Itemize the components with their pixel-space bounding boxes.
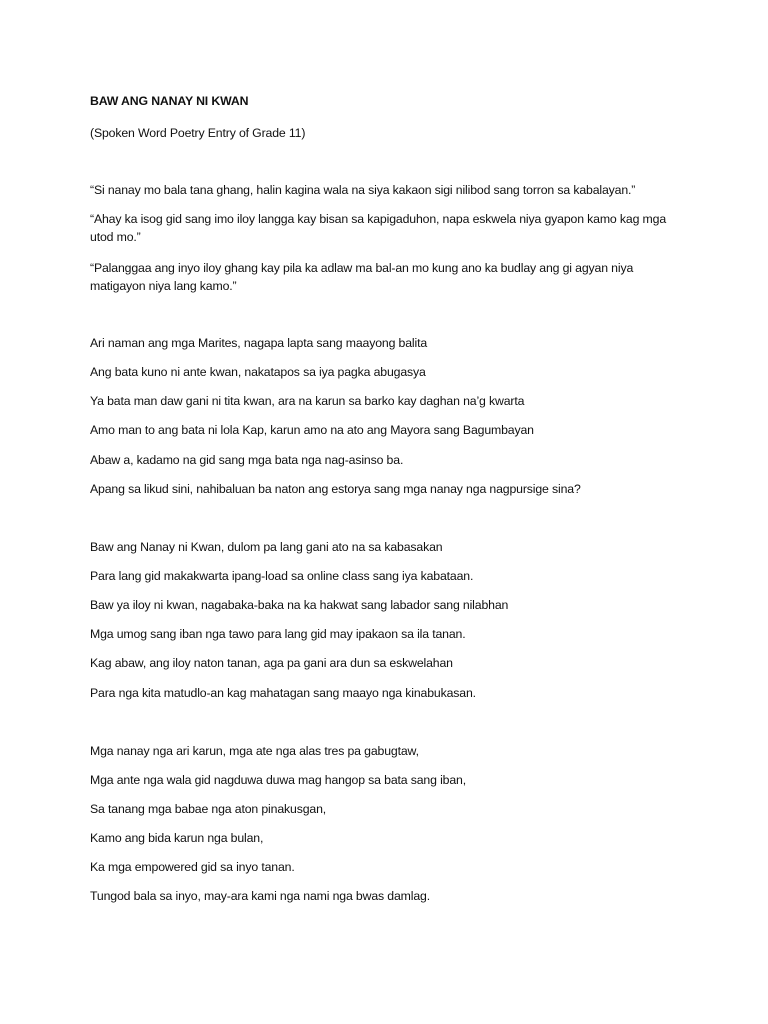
stanza2-line-5: Kag abaw, ang iloy naton tanan, aga pa gani ara dun sa eskwelahan [90,656,453,670]
intro-quote-1: “Si nanay mo bala tana ghang, halin kagina wala na siya kakaon sigi nilibod sang torron sa kabalayan.” [90,183,636,197]
stanza1-line-3: Ya bata man daw gani ni tita kwan, ara na karun sa barko kay daghan na’g kwarta [90,394,525,408]
stanza3-line-3: Sa tanang mga babae nga aton pinakusgan, [90,802,327,816]
stanza2-line-6: Para nga kita matudlo-an kag mahatagan sang maayo nga kinabukasan. [90,686,476,700]
stanza3-line-5: Ka mga empowered gid sa inyo tanan. [90,860,295,874]
intro-quote-2: “Ahay ka isog gid sang imo iloy langga kay bisan sa kapigaduhon, napa eskwela niya gyapon kamo kag mga utod mo.” [90,212,667,244]
stanza3-line-1: Mga nanay nga ari karun, mga ate nga alas tres pa gabugtaw, [90,744,419,758]
stanza2-line-1: Baw ang Nanay ni Kwan, dulom pa lang gani ato na sa kabasakan [90,540,443,554]
stanza2-line-2: Para lang gid makakwarta ipang-load sa online class sang iya kabataan. [90,569,474,583]
stanza2-line-4: Mga umog sang iban nga tawo para lang gid may ipakaon sa ila tanan. [90,627,466,641]
stanza1-line-4: Amo man to ang bata ni lola Kap, karun amo na ato ang Mayora sang Bagumbayan [90,423,534,437]
poem-title: BAW ANG NANAY NI KWAN [90,94,249,108]
stanza3-line-4: Kamo ang bida karun nga bulan, [90,831,264,845]
stanza3-line-6: Tungod bala sa inyo, may-ara kami nga nami nga bwas damlag. [90,889,430,903]
stanza3-line-2: Mga ante nga wala gid nagduwa duwa mag hangop sa bata sang iban, [90,773,466,787]
stanza1-line-2: Ang bata kuno ni ante kwan, nakatapos sa iya pagka abugasya [90,365,426,379]
stanza1-line-5: Abaw a, kadamo na gid sang mga bata nga nag-asinso ba. [90,453,404,467]
intro-quote-3: “Palanggaa ang inyo iloy ghang kay pila ka adlaw ma bal-an mo kung ano ka budlay ang gi agyan niya matigayon niya lang kamo.” [90,261,634,293]
stanza2-line-3: Baw ya iloy ni kwan, nagabaka-baka na ka hakwat sang labador sang nilabhan [90,598,509,612]
stanza1-line-6: Apang sa likud sini, nahibaluan ba naton ang estorya sang mga nanay nga nagpursige sina? [90,482,581,496]
poem-subtitle: (Spoken Word Poetry Entry of Grade 11) [90,126,306,140]
stanza1-line-1: Ari naman ang mga Marites, nagapa lapta sang maayong balita [90,336,428,350]
